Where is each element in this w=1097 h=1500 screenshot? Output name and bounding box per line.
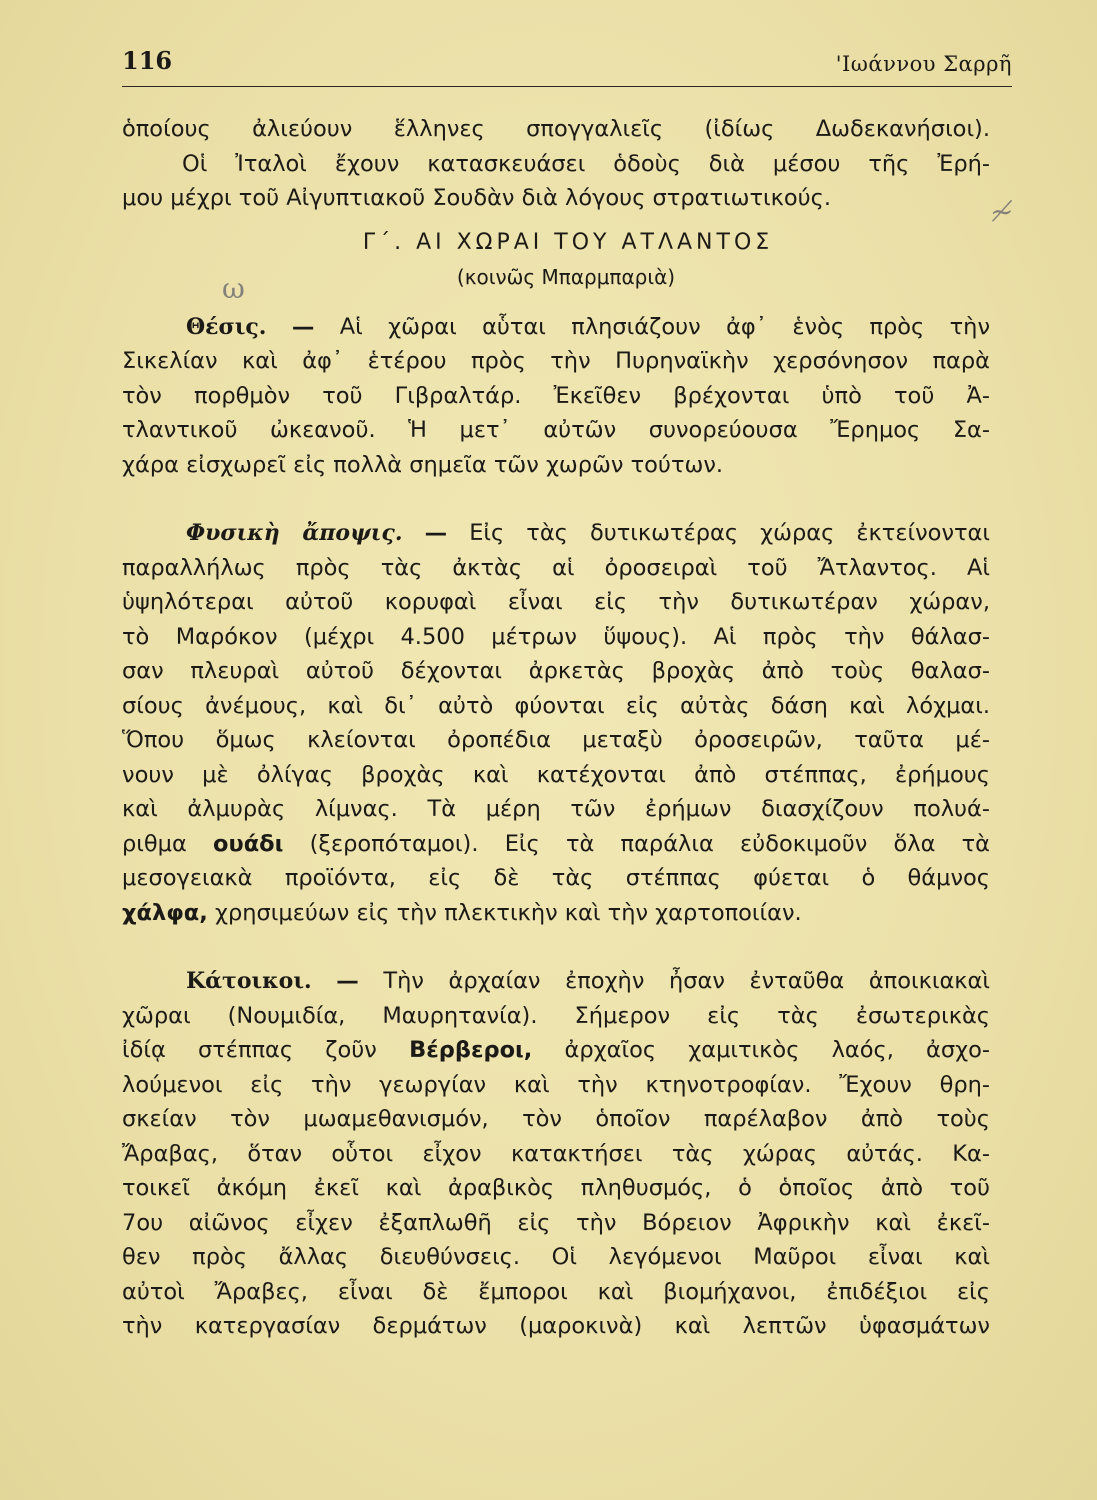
text-line: τὸ Μαρόκον (μέχρι 4.500 μέτρων ὕψους). Αἱ πρὸς τὴν θάλασ- <box>122 623 990 650</box>
text-line: νουν μὲ ὀλίγας βροχὰς καὶ κατέχονται ἀπὸ στέππας, ἐρήμους <box>122 761 990 788</box>
text-span: (ξεροπόταμοι). Εἰς τὰ παράλια εὐδοκιμοῦν ὅλα τὰ <box>309 830 990 857</box>
page-number: 116 <box>122 46 173 75</box>
physical-first-line <box>122 516 990 551</box>
handwritten-mark-icon: ω <box>222 272 245 305</box>
text-line <box>122 896 990 931</box>
thesis-heading: Θέσις. <box>186 313 267 340</box>
text-line <box>122 1033 990 1068</box>
body-text <box>122 112 990 1344</box>
running-head: 'Ιωάννου Σαρρῆ <box>835 52 1012 76</box>
text-line <box>122 827 990 862</box>
term-berbers: Βέρβεροι, <box>409 1037 533 1063</box>
text-line: τοικεῖ ἀκόμη ἐκεῖ καὶ ἀραβικὸς πληθυσμός, ὁ ὁποῖος ἀπὸ τοῦ <box>122 1175 990 1201</box>
term-ouadi: ουάδι <box>213 830 284 857</box>
text-line: Σικελίαν καὶ ἀφ᾿ ἑτέρου πρὸς τὴν Πυρηναϊκὴν χερσόνησον παρὰ <box>122 348 990 374</box>
text-line: σαν πλευραὶ αὐτοῦ δέχονται ἀρκετὰς βροχὰς ἀπὸ τοὺς θαλασ- <box>122 658 990 684</box>
text-line: Ἄραβας, ὅταν οὗτοι εἶχον κατακτήσει τὰς χώρας αὐτάς. Κα- <box>122 1140 990 1167</box>
thesis-first-line <box>122 310 990 345</box>
text-line: σκείαν τὸν μωαμεθανισμόν, τὸν ὁποῖον παρέλαβον ἀπὸ τοὺς <box>122 1106 990 1132</box>
text-line: μεσογειακὰ προϊόντα, εἰς δὲ τὰς στέππας φύεται ὁ θάμνος <box>122 865 990 891</box>
text-line: ὁποίους ἀλιεύουν ἕλληνες σπογγαλιεῖς (ἰδίως Δωδεκανήσιοι). <box>122 116 990 142</box>
text-line: τὸν πορθμὸν τοῦ Γιβραλτάρ. Ἐκεῖθεν βρέχονται ὑπὸ τοῦ Ἀ- <box>122 382 990 409</box>
text-line: τλαντικοῦ ὠκεανοῦ. Ἡ μετ᾿ αὐτῶν συνορεύουσα Ἔρημος Σα- <box>122 417 990 443</box>
text-line: 7ου αἰῶνος εἶχεν ἐξαπλωθῆ εἰς τὴν Βόρειον Ἀφρικὴν καὶ ἐκεῖ- <box>122 1209 990 1236</box>
text-line: ὑψηλότεραι αὐτοῦ κορυφαὶ εἶναι εἰς τὴν δυτικωτέραν χώραν, <box>122 589 990 615</box>
text-span: ριθμα <box>122 830 187 857</box>
page-header <box>122 42 1012 87</box>
section-subtitle: (κοινῶς Μπαρμπαριὰ) <box>456 264 676 289</box>
text-span: ἀρχαῖος χαμιτικὸς λαός, ἀσχο- <box>564 1037 990 1063</box>
inhabitants-first-line <box>122 964 990 999</box>
physical-heading: Φυσικὴ ἄποψις. <box>186 520 403 546</box>
em-dash: — <box>291 313 315 340</box>
text-span: Τὴν ἀρχαίαν ἐποχὴν ἦσαν ἐνταῦθα ἀποικιακαὶ <box>383 968 990 994</box>
text-line: τὴν κατεργασίαν δερμάτων (μαροκινὰ) καὶ λεπτῶν ὑφασμάτων <box>122 1313 990 1339</box>
term-halfa: χάλφα, <box>122 899 208 926</box>
text-line: Ὅπου ὅμως κλείονται ὀροπέδια μεταξὺ ὀροσειρῶν, ταῦτα μέ- <box>122 727 990 753</box>
text-span: χρησιμεύων εἰς τὴν πλεκτικὴν καὶ τὴν χαρτοποιίαν. <box>214 899 802 926</box>
text-span: Εἰς τὰς δυτικωτέρας χώρας ἐκτείνονται <box>469 520 990 546</box>
text-line: χάρα εἰσχωρεῖ εἰς πολλὰ σημεῖα τῶν χωρῶν τούτων. <box>122 451 724 478</box>
text-line: χῶραι (Νουμιδία, Μαυρητανία). Σήμερον εἰς τὰς ἐσωτερικὰς <box>122 1002 990 1029</box>
text-line: αὐτοὶ Ἄραβες, εἶναι δὲ ἔμποροι καὶ βιομήχανοι, ἐπιδέξιοι εἰς <box>122 1278 990 1305</box>
section-title: Γ΄. ΑΙ ΧΩΡΑΙ ΤΟΥ ΑΤΛΑΝΤΟΣ <box>362 229 774 255</box>
text-span: Αἱ χῶραι αὗται πλησιάζουν ἀφ᾿ ἑνὸς πρὸς τὴν <box>339 313 990 340</box>
pencil-mark-icon: ≁ <box>990 195 1014 228</box>
text-line: Οἱ Ἰταλοὶ ἔχουν κατασκευάσει ὁδοὺς διὰ μέσου τῆς Ἐρή- <box>182 150 990 177</box>
em-dash: — <box>336 968 359 994</box>
text-line: παραλλήλως πρὸς τὰς ἀκτὰς αἱ ὀροσειραὶ τοῦ Ἄτλαντος. Αἱ <box>122 554 990 581</box>
text-line: μου μέχρι τοῦ Αἰγυπτιακοῦ Σουδὰν διὰ λόγους στρατιωτικούς. <box>122 185 832 211</box>
inhabitants-heading: Κάτοικοι. <box>186 968 312 994</box>
text-line: σίους ἀνέμους, καὶ δι᾿ αὐτὸ φύονται εἰς αὐτὰς δάση καὶ λόχμαι. <box>122 692 990 719</box>
text-line: καὶ ἀλμυρὰς λίμνας. Τὰ μέρη τῶν ἐρήμων διασχίζουν πολυά- <box>122 796 990 822</box>
em-dash: — <box>424 520 448 546</box>
text-line: λούμενοι εἰς τὴν γεωργίαν καὶ τὴν κτηνοτροφίαν. Ἔχουν θρη- <box>122 1071 990 1098</box>
text-line: θεν πρὸς ἄλλας διευθύνσεις. Οἱ λεγόμενοι Μαῦροι εἶναι καὶ <box>122 1244 990 1270</box>
text-span: ἰδίᾳ στέππας ζοῦν <box>122 1037 377 1063</box>
